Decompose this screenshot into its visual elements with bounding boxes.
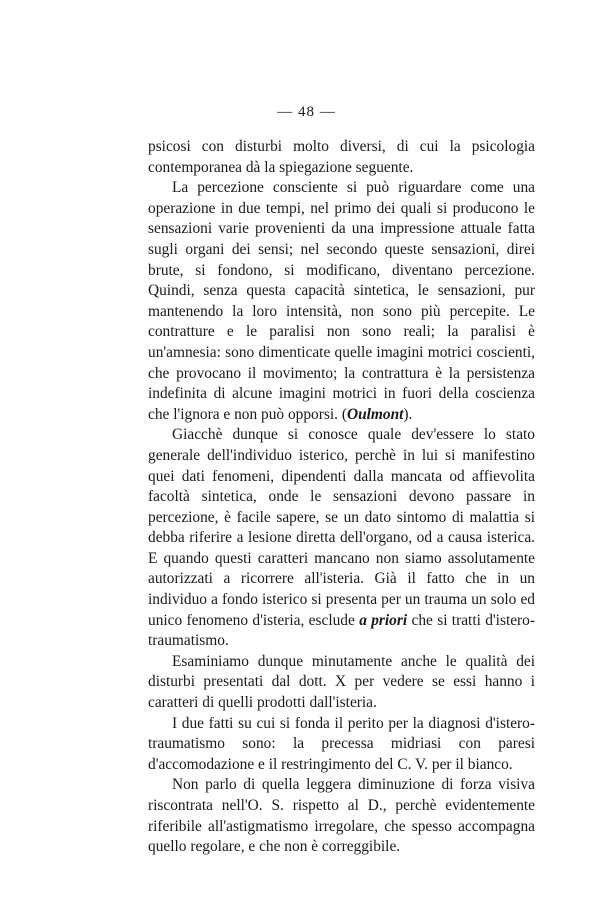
paragraph-1-text: psicosi con disturbi molto diversi, di cui la psicologia contemporanea dà la spiegazione seguente. (148, 138, 535, 176)
paragraph-3-text: Giacchè dunque si conosce quale dev'essere lo stato generale dell'individuo isterico, perchè in lui si manifestino quei dati fenomeni, dipendenti dalla mancata od affievolita facoltà sintetica, onde le sensazioni devono passare in percezione, è facile sapere, se un dato sintomo di malattia si debba riferire a lesione diretta dell'organo, od a causa isterica. E quando questi caratteri mancano non siamo assolutamente autorizzati a ricorrere all'isteria. Già il fatto che in un individuo a fondo isterico si presenta per un trauma un solo ed unico fenomeno d'isteria, esclude (148, 426, 535, 629)
paragraph-2-text: La percezione consciente si può riguardare come una operazione in due tempi, nel primo dei quali si producono le sensazioni varie provenienti da una impressione attuale fatta sugli organi dei sensi; nel secondo queste sensazioni, direi brute, si fondono, si modificano, diventano percezione. Quindi, senza questa capacità sintetica, le sensazioni, pur mantenendo la loro intensità, non sono più percepite. Le contratture e le paralisi non sono reali; la paralisi è un'amnesia: sono dimenticate quelle imagini motrici coscienti, che provocano il movimento; la contrattura è la persistenza indefinita di alcune imagini motrici in fuori della coscienza che l'ignora e non può opporsi. ( (148, 179, 535, 423)
emphasis-a-priori: a priori (359, 611, 408, 629)
paragraph-4-text: Esaminiamo dunque minutamente anche le qualità dei disturbi presentati dal dott. X per vedere se essi hanno i caratteri di quelli prodotti dall'isteria. (148, 652, 535, 712)
paragraph-5 (148, 714, 535, 776)
paragraph-2-after: ). (403, 405, 413, 423)
page-number: — 48 — (277, 104, 336, 120)
paragraph-2 (148, 178, 535, 425)
body-text (148, 137, 535, 858)
paragraph-4 (148, 652, 535, 714)
paragraph-6-text: Non parlo di quella leggera diminuzione di forza visiva riscontrata nell'O. S. rispetto al D., perchè evidentemente riferibile all'astigmatismo irregolare, che spesso accompagna quello regolare, e che non è correggibile. (148, 776, 535, 856)
paragraph-3-after: che si tratti d'istero-traumatismo. (148, 611, 535, 650)
paragraph-6 (148, 775, 535, 857)
paragraph-1 (148, 137, 535, 178)
paragraph-3 (148, 425, 535, 652)
citation-oulmont: Oulmont (346, 405, 404, 423)
paragraph-5-text: I due fatti su cui si fonda il perito per la diagnosi d'istero-traumatismo sono: la precessa midriasi con paresi d'accomodazione e il restringimento del C. V. per il bianco. (148, 714, 535, 773)
